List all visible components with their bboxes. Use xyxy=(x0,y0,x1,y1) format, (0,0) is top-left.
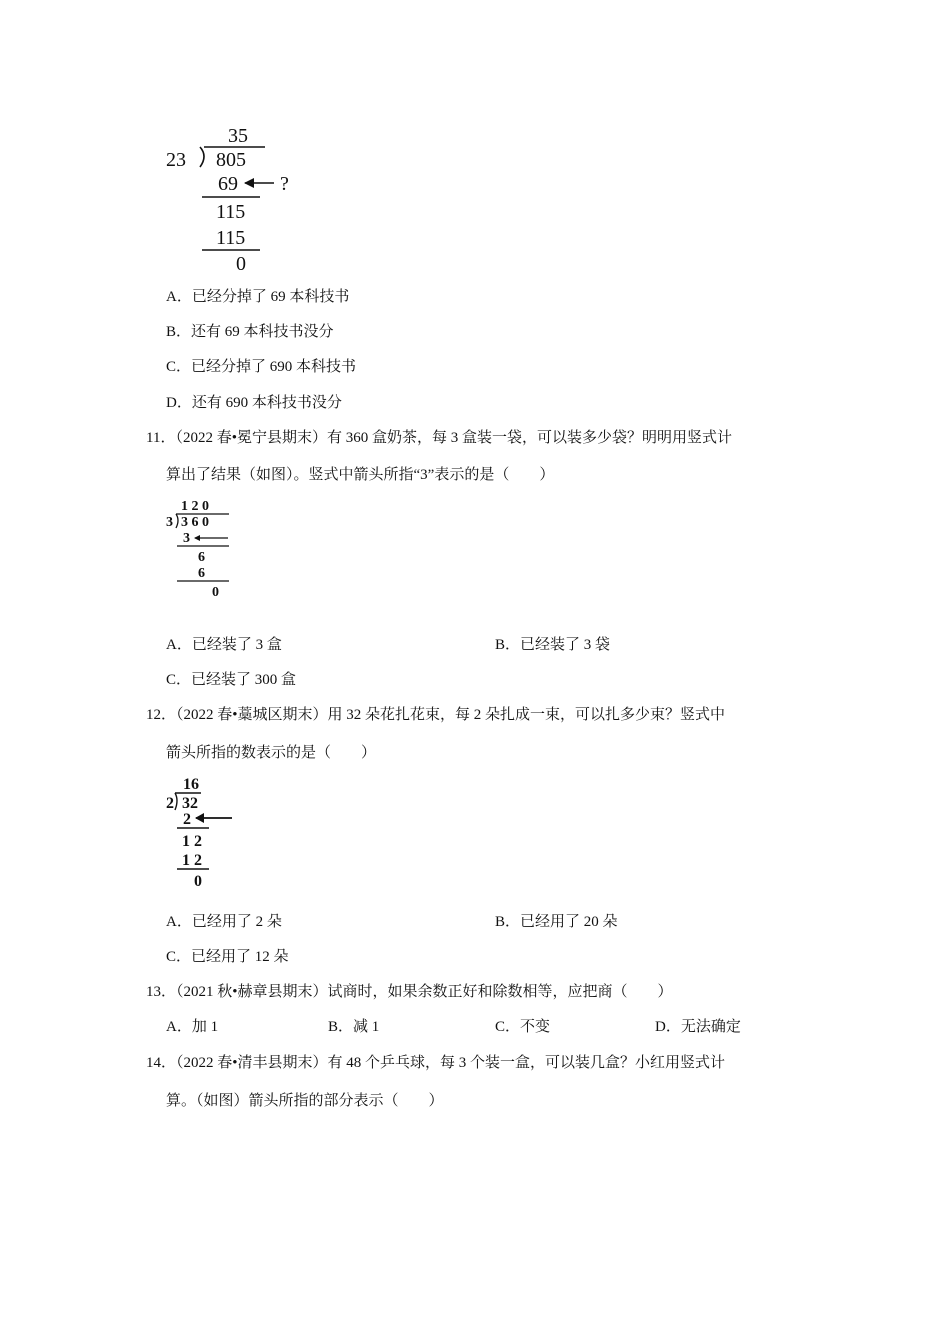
option-text: 已经分掉了 690 本科技书 xyxy=(191,359,357,375)
option-letter: A． xyxy=(166,1019,192,1035)
option-b[interactable] xyxy=(495,635,610,655)
partial-product: 2 xyxy=(183,811,191,828)
arrow-icon xyxy=(244,178,254,188)
option-text: 已经装了 3 盒 xyxy=(191,637,282,653)
question-text: （2021 秋•赫章县期末）试商时，如果余数正好和除数相等，应把商（ ） xyxy=(176,984,673,1000)
option-letter: A． xyxy=(166,289,192,305)
question-14-line-2: 算。（如图）箭头所指的部分表示（ ） xyxy=(166,1093,444,1109)
arrow-icon xyxy=(195,813,204,823)
divisor: 23 xyxy=(166,149,186,171)
question-number: 13． xyxy=(146,984,177,1000)
partial-product-2: 1 2 xyxy=(182,852,202,869)
option-text: 已经用了 12 朵 xyxy=(191,949,289,965)
option-text: 已经装了 300 盒 xyxy=(191,672,297,688)
option-d[interactable] xyxy=(166,393,342,413)
divisor: 2 xyxy=(166,795,174,812)
option-letter: A． xyxy=(166,637,192,653)
quotient: 35 xyxy=(228,125,248,147)
option-letter: D． xyxy=(655,1019,681,1035)
option-a[interactable] xyxy=(166,1017,218,1037)
option-c[interactable] xyxy=(166,670,296,690)
option-letter: B． xyxy=(166,324,192,340)
option-letter: C． xyxy=(166,672,192,688)
remainder-2: 0 xyxy=(212,585,219,600)
question-number: 14． xyxy=(146,1055,177,1071)
option-c[interactable] xyxy=(495,1017,550,1037)
question-12-line-1 xyxy=(146,705,725,725)
question-11-line-2: 算出了结果（如图）。竖式中箭头所指“3”表示的是（ ） xyxy=(166,467,555,483)
option-letter: B． xyxy=(495,914,521,930)
option-b[interactable] xyxy=(328,1017,379,1037)
option-text: 加 1 xyxy=(191,1019,219,1035)
option-c[interactable] xyxy=(166,357,356,377)
option-letter: C． xyxy=(495,1019,521,1035)
option-d[interactable] xyxy=(655,1017,741,1037)
question-14-line-1 xyxy=(146,1053,725,1073)
option-a[interactable] xyxy=(166,635,282,655)
dividend: 32 xyxy=(182,795,198,812)
option-b[interactable] xyxy=(166,322,334,342)
partial-product: 3 xyxy=(183,531,190,546)
option-text: 已经用了 2 朵 xyxy=(191,914,282,930)
division-bracket xyxy=(200,147,204,167)
option-letter: A． xyxy=(166,914,192,930)
partial-product: 69 xyxy=(218,173,238,195)
option-a[interactable] xyxy=(166,912,282,932)
remainder-1: 6 xyxy=(198,550,205,565)
long-division-figure-805 xyxy=(160,120,310,275)
quotient: 16 xyxy=(183,776,199,793)
question-11-line-1 xyxy=(146,428,732,448)
long-division-figure-360 xyxy=(163,495,243,605)
option-text: 已经装了 3 袋 xyxy=(520,637,611,653)
option-letter: C． xyxy=(166,949,192,965)
question-text: （2022 春•冕宁县期末）有 360 盒奶茶，每 3 盒装一袋，可以装多少袋？明明用竖式计 xyxy=(175,430,732,446)
divisor: 3 xyxy=(166,515,173,530)
question-text: （2022 春•藁城区期末）用 32 朵花扎花束，每 2 朵扎成一束，可以扎多少束？竖式中 xyxy=(176,707,726,723)
partial-product-2: 6 xyxy=(198,566,205,581)
question-12-line-2: 箭头所指的数表示的是（ ） xyxy=(166,745,377,761)
option-text: 还有 69 本科技书没分 xyxy=(191,324,334,340)
option-text: 还有 690 本科技书没分 xyxy=(191,395,342,411)
division-bracket xyxy=(176,514,178,528)
partial-product-2: 115 xyxy=(216,227,246,249)
question-mark: ? xyxy=(280,173,289,195)
option-a[interactable] xyxy=(166,287,349,307)
arrow-icon xyxy=(194,535,200,541)
option-text: 减 1 xyxy=(353,1019,380,1035)
division-bracket xyxy=(175,793,177,810)
question-text: （2022 春•清丰县期末）有 48 个乒乓球，每 3 个装一盒，可以装几盒？小红用竖式计 xyxy=(176,1055,726,1071)
quotient: 1 2 0 xyxy=(181,499,209,514)
remainder-2: 0 xyxy=(236,253,246,275)
option-text: 无法确定 xyxy=(680,1019,741,1035)
question-13-line-1 xyxy=(146,982,673,1002)
dividend: 805 xyxy=(216,149,246,171)
option-c[interactable] xyxy=(166,947,289,967)
dividend: 3 6 0 xyxy=(181,515,209,530)
long-division-figure-32 xyxy=(163,772,243,892)
option-letter: C． xyxy=(166,359,192,375)
remainder-2: 0 xyxy=(194,873,202,890)
option-text: 已经分掉了 69 本科技书 xyxy=(191,289,350,305)
option-letter: D． xyxy=(166,395,192,411)
option-b[interactable] xyxy=(495,912,618,932)
option-letter: B． xyxy=(495,637,521,653)
option-text: 已经用了 20 朵 xyxy=(520,914,618,930)
question-number: 11． xyxy=(146,430,176,446)
remainder-1: 115 xyxy=(216,201,246,223)
remainder-1: 1 2 xyxy=(182,833,202,850)
option-text: 不变 xyxy=(520,1019,551,1035)
option-letter: B． xyxy=(328,1019,354,1035)
question-number: 12． xyxy=(146,707,177,723)
